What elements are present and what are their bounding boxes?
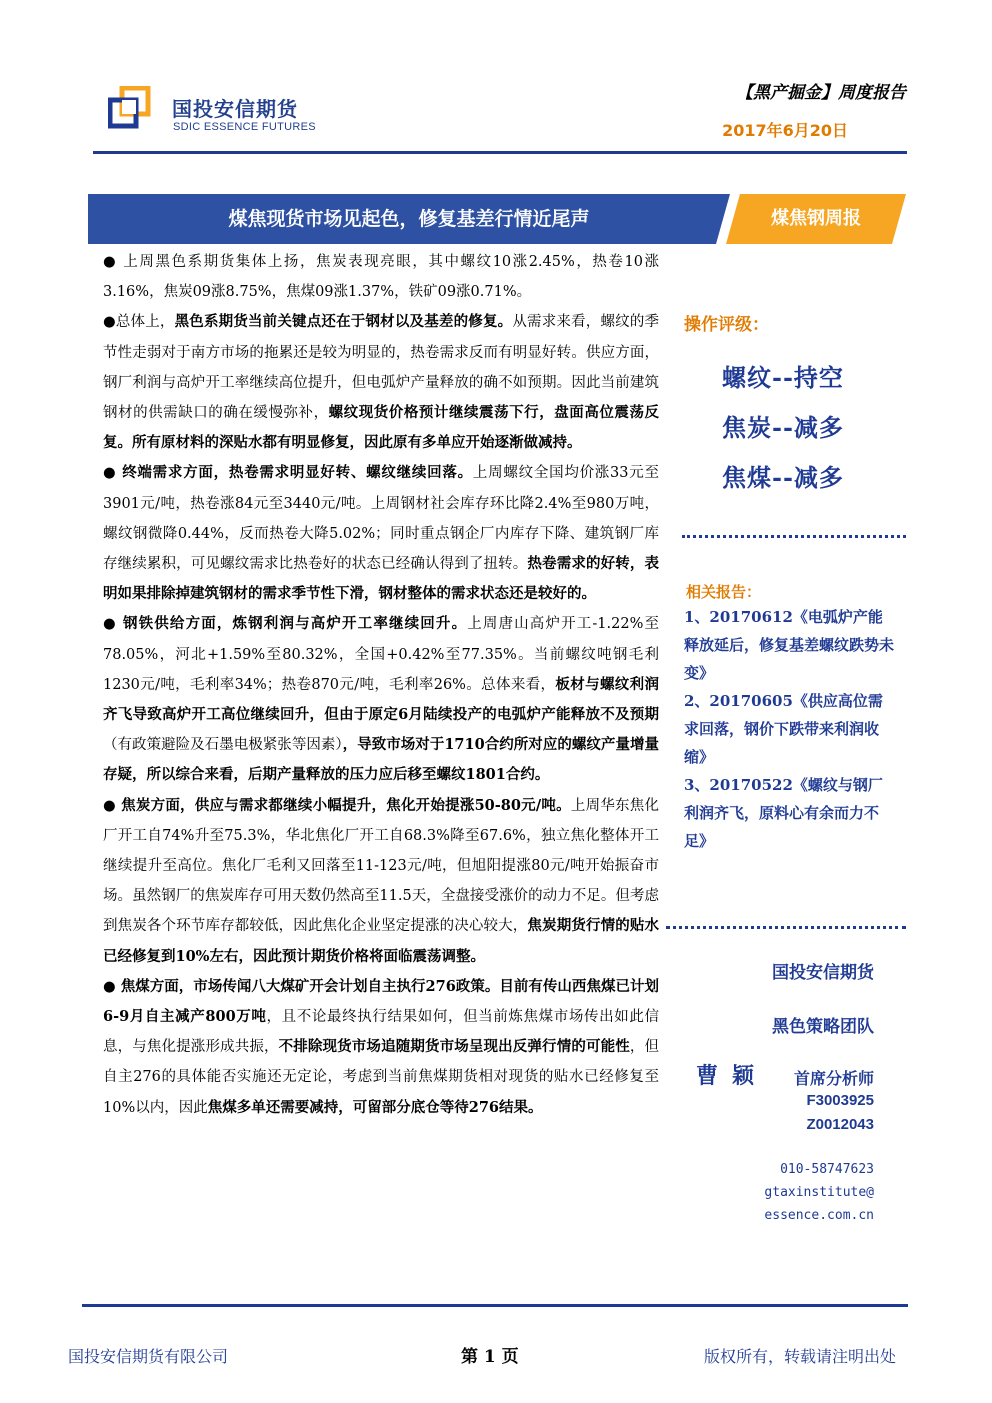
paragraph-supply: ● 钢铁供给方面，炼钢利润与高炉开工率继续回升。上周唐山高炉开工-1.22%至78.05%，河北+1.59%至80.32%，全国+0.42%至77.35%。当前螺纹吨钢毛利1230元/吨，毛利率34%；热卷870元/吨，毛利率26%。总体来看，板材与螺纹利润齐飞导致高炉开工高位继续回升，但由于原定6月陆续投产的电弧炉产能释放不及预期（有政策避险及石墨电极紧张等因素），导致市场对于1710合约所对应的螺纹产量增量存疑，所以综合来看，后期产量释放的压力应后移至螺纹1801合约。: [103, 615, 660, 784]
company-logo-icon: [108, 86, 164, 130]
paragraph-coke: ● 焦炭方面，供应与需求都继续小幅提升，焦化开始提涨50-80元/吨。上周华东焦化厂开工自74%升至75.3%，华北焦化厂开工自68.3%降至67.6%，独立焦化整体开工继续提升至高位。焦化厂毛利又回落至11-123元/吨，但旭阳提涨80元/吨开始振奋市场。虽然钢厂的焦炭库存可用天数仍然高至11.5天，全盘接受涨价的动力不足。但考虑到焦炭各个环节库存都较低，因此焦化企业坚定提涨的决心较大，焦炭期货行情的贴水已经修复到10%左右，因此预计期货价格将面临震荡调整。: [103, 796, 660, 965]
analyst-email[interactable]: gtaxinstitute@: [764, 1185, 874, 1200]
team-name: 黑色策略团队: [772, 1017, 874, 1037]
analyst-title: 首席分析师: [793, 1069, 874, 1088]
analyst-certificate: Z0012043: [806, 1116, 874, 1133]
page-number: 第 1 页: [461, 1347, 519, 1367]
footer-divider: [82, 1304, 908, 1307]
logo-cn-text: 国投安信期货: [172, 97, 298, 121]
paragraph-coking-coal: ● 焦煤方面，市场传闻八大煤矿开会计划自主执行276政策。目前有传山西焦煤已计划6-9月自主减产800万吨，且不论最终执行结果如何，但当前炼焦煤市场传出如此信息，与焦化提涨形成共振，不排除现货市场追随期货市场呈现出反弹行情的可能性，但自主276的具体能否实施还无定论，考虑到当前焦煤期货相对现货的贴水已经修复至10%以内，因此焦煤多单还需要减持，可留部分底仓等待276结果。: [103, 977, 660, 1116]
rating-coke: 焦炭--减多: [722, 413, 844, 442]
report-type: 【黑产掘金】周度报告: [736, 83, 906, 103]
dotted-divider: [666, 926, 906, 929]
rating-coking-coal: 焦煤--减多: [722, 463, 844, 492]
related-reports-list: [684, 603, 894, 855]
rating-label: 操作评级：: [684, 315, 769, 335]
related-report-link[interactable]: 2、20170605《供应高位需求回落，钢价下跌带来利润收缩》: [684, 692, 883, 766]
logo-en-text: SDIC ESSENCE FUTURES: [173, 121, 316, 133]
header-divider: [93, 151, 907, 154]
analyst-certificate: F3003925: [806, 1092, 874, 1109]
report-date: 2017年6月20日: [722, 121, 848, 140]
paragraph-demand: ● 终端需求方面，热卷需求明显好转、螺纹继续回落。上周螺纹全国均价涨33元至3901元/吨，热卷涨84元至3440元/吨。上周钢材社会库存环比降2.4%至980万吨，螺纹钢微降0.44%，反而热卷大降5.02%；同时重点钢企厂内库存下降、建筑钢厂库存继续累积，可见螺纹需求比热卷好的状态已经确认得到了扭转。热卷需求的好转，表明如果排除掉建筑钢材的需求季节性下滑，钢材整体的需求状态还是较好的。: [103, 464, 660, 603]
footer-company: 国投安信期货有限公司: [68, 1347, 229, 1366]
related-reports-title: 相关报告：: [686, 583, 762, 601]
analyst-name: 曹颖: [696, 1063, 769, 1089]
related-report-link[interactable]: 3、20170522《螺纹与钢厂利润齐飞，原料心有余而力不足》: [684, 776, 883, 850]
report-title: 煤焦现货市场见起色，修复基差行情近尾声: [228, 208, 590, 230]
paragraph-overview: ●总体上，黑色系期货当前关键点还在于钢材以及基差的修复。从需求来看，螺纹的季节性走弱对于南方市场的拖累还是较为明显的，热卷需求反而有明显好转。供应方面，钢厂利润与高炉开工率继续高位提升，但电弧炉产量释放的确不如预期。因此当前建筑钢材的供需缺口的确在缓慢弥补，螺纹现货价格预计继续震荡下行，盘面高位震荡反复。所有原材料的深贴水都有明显修复，因此原有多单应开始逐渐做减持。: [103, 313, 660, 452]
paragraph-summary: ● 上周黑色系期货集体上扬，焦炭表现亮眼，其中螺纹10涨2.45%，热卷10涨3.16%，焦炭09涨8.75%，焦煤09涨1.37%，铁矿09涨0.71%。: [103, 254, 659, 301]
company-name: 国投安信期货: [772, 963, 874, 983]
footer-copyright: 版权所有，转载请注明出处: [704, 1347, 897, 1366]
related-report-link[interactable]: 1、20170612《电弧炉产能释放延后，修复基差螺纹跌势未变》: [684, 608, 895, 682]
analyst-phone: 010-58747623: [780, 1162, 874, 1177]
analyst-email[interactable]: essence.com.cn: [764, 1208, 874, 1223]
rating-rebar: 螺纹--持空: [722, 363, 844, 392]
report-tag: 煤焦钢周报: [771, 208, 861, 229]
dotted-divider: [682, 535, 906, 538]
report-body: [103, 247, 659, 1123]
